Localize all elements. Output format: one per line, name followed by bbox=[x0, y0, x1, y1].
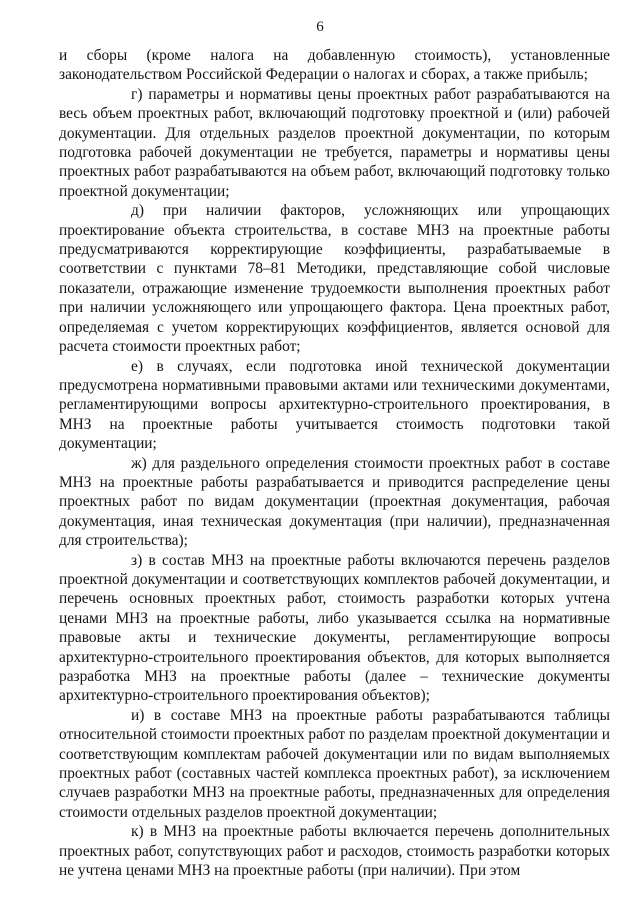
paragraph-label: з) bbox=[131, 551, 143, 569]
paragraph-item-k bbox=[59, 822, 610, 880]
paragraph-item-zh bbox=[59, 454, 610, 551]
paragraph-label: и) bbox=[131, 706, 145, 724]
paragraph-item-g bbox=[59, 85, 610, 201]
paragraph-item-e bbox=[59, 357, 610, 454]
paragraph-text: в составе МНЗ на проектные работы разрабатываются таблицы относительной стоимости проектных работ по разделам проектной документации и соответствующим комплектам рабочей документации или по видам выполняемых проектных работ (составных частей комплекса проектных работ), за исключением случаев разработки МНЗ на проектные работы, предназначенных для определения стоимости отдельных разделов проектной документации; bbox=[59, 706, 610, 821]
paragraph-label: к) bbox=[131, 823, 144, 841]
paragraph-label: г) bbox=[131, 85, 143, 103]
paragraph-label: д) bbox=[131, 202, 144, 220]
document-body bbox=[59, 46, 610, 880]
paragraph-label: ж) bbox=[131, 454, 147, 472]
paragraph-item-d bbox=[59, 201, 610, 356]
paragraph-text: в МНЗ на проектные работы включается перечень дополнительных проектных работ, сопутствующих работ и расходов, стоимость разработки которых не учтена ценами МНЗ на проектные работы (при наличии). При этом bbox=[59, 823, 610, 880]
paragraph-continuation bbox=[59, 46, 610, 85]
paragraph-text: в состав МНЗ на проектные работы включаются перечень разделов проектной документации и соответствующих комплектов рабочей документации, и перечень основных проектных работ, стоимость разработки которых учтена ценами МНЗ на проектные работы, либо указывается ссылка на нормативные правовые акты и технические документы, регламентирующие вопросы архитектурно-строительного проектирования объектов, для которых выполняется разработка МНЗ на проектные работы (далее – технические документы архитектурно-строительного проектирования объектов); bbox=[59, 551, 610, 705]
page-number: 6 bbox=[316, 19, 324, 35]
paragraph-label: е) bbox=[131, 357, 143, 375]
paragraph-text: в случаях, если подготовка иной технической документации предусмотрена нормативными правовыми актами или техническими документами, регламентирующими вопросы архитектурно-строительного проектирования, в МНЗ на проектные работы учитывается стоимость подготовки такой документации; bbox=[59, 357, 610, 453]
paragraph-text: для раздельного определения стоимости проектных работ в составе МНЗ на проектные работы разрабатывается и приводится распределение цены проектных работ по видам документации (проектная документация, рабочая документация, иная техническая документация (при наличии), предназначенная для строительства); bbox=[59, 454, 610, 550]
paragraph-item-z bbox=[59, 551, 610, 706]
paragraph-text: при наличии факторов, усложняющих или упрощающих проектирование объекта строительства, в составе МНЗ на проектные работы предусматриваются корректирующие коэффициенты, разрабатываемые в соответствии с пунктами 78–81 Методики, представляющие собой числовые показатели, отражающие изменение трудоемкости выполнения проектных работ при наличии усложняющего или упрощающего фактора. Цена проектных работ, определяемая с учетом корректирующих коэффициентов, является основой для расчета стоимости проектных работ; bbox=[59, 202, 610, 356]
paragraph-text: параметры и нормативы цены проектных работ разрабатываются на весь объем проектных работ, включающий подготовку проектной и (или) рабочей документации. Для отдельных разделов проектной документации, по которым подготовка рабочей документации не требуется, параметры и нормативы цены проектных работ разрабатываются на объем работ, включающий подготовку только проектной документации; bbox=[59, 85, 610, 200]
paragraph-item-i bbox=[59, 706, 610, 822]
paragraph-text: и сборы (кроме налога на добавленную стоимость), установленные законодательством Российской Федерации о налогах и сборах, а также прибыль; bbox=[59, 47, 610, 84]
